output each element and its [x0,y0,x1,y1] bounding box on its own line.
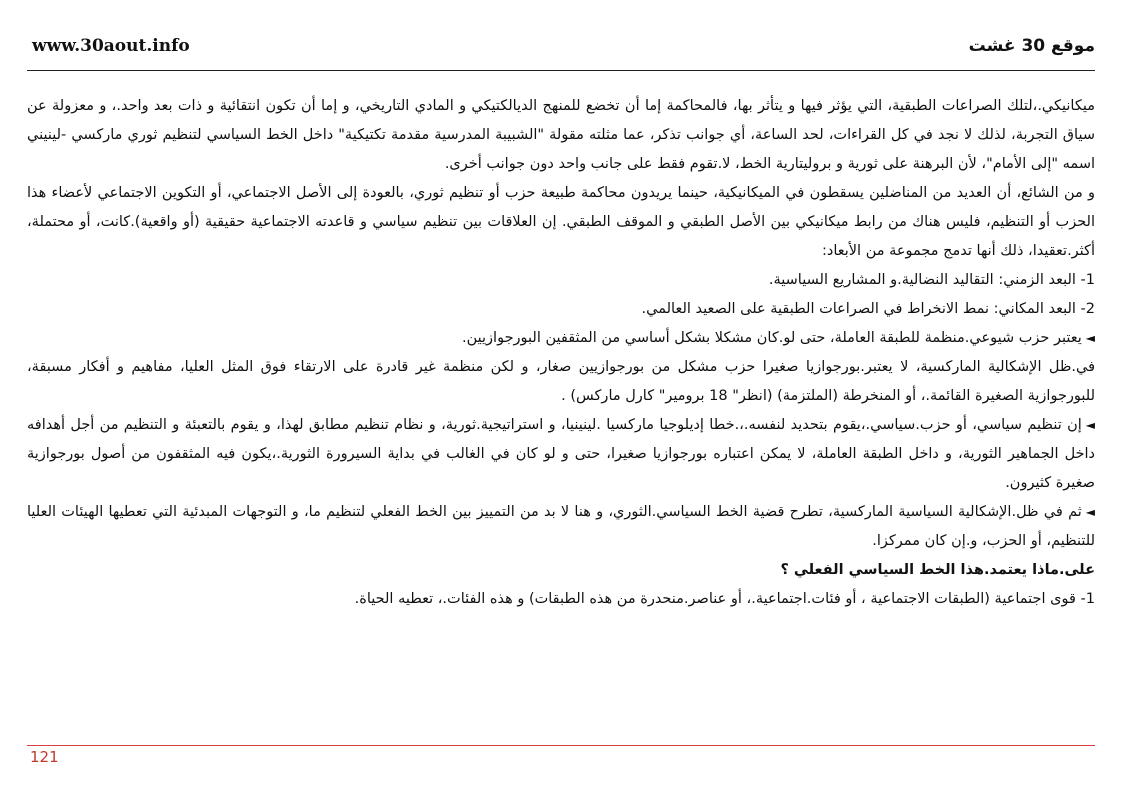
dimension-time: 1- البعد الزمني: التقاليد النضالية.و المشاريع السياسية. [768,272,1095,288]
header-divider [27,70,1095,71]
paragraph-marxist-problematic: في.ظل الإشكالية الماركسية، لا يعتبر.بورجوازيا صغيرا حزب مشكل من بورجوازيين صغار، و لكن منظمة غير قادرة على الارتقاء فوق المثل العليا، مفاهيم و أفكار مسبقة، للبورجوازية الصغيرة القائمة.، أو المنخرطة (الملتزمة) (انظر" 18 برومير" كارل ماركس) . [27,359,1095,404]
bullet-communist-party: ◄ يعتبر حزب شيوعي.منظمة للطبقة العاملة، حتى لو.كان مشكلا بشكل أساسي من المثقفين البورجوازيين. [27,324,1095,353]
paragraph-1: ميكانيكي.،لتلك الصراعات الطبقية، التي يؤثر فيها و يتأثر بها، فالمحاكمة إما أن تخضع للمنهج الديالكتيكي و المادي التاريخي، و إما أن تكون انتقائية و ذات بعد واحد.، و معزولة عن سياق التجربة، لذلك لا نجد في كل القراءات، لحد الساعة، أي جوانب تذكر، عما مثلته مقولة "الشبيبة المدرسية مقدمة تكتيكية" داخل الخط السياسي لتنظيم ثوري ماركسي -لينيني اسمه "إلى الأمام"، لأن البرهنة على ثورية و بروليتارية الخط، لا.تقوم فقط على جانب واحد دون جوانب أخرى. [27,98,1095,172]
site-url: www.30aout.info [32,36,190,56]
page-number: 121 [30,748,59,766]
section-heading: على.ماذا يعتمد.هذا الخط السياسي الفعلي ؟ [780,562,1095,578]
footer-divider [27,745,1095,746]
dimension-space: 2- البعد المكاني: نمط الانخراط في الصراعات الطبقية على الصعيد العالمي. [641,301,1095,317]
page-header [27,36,1095,58]
site-name: موقع 30 غشت [968,36,1095,56]
social-forces-item: 1- قوى اجتماعية (الطبقات الاجتماعية ، أو فئات.اجتماعية.، أو عناصر.منحدرة من هذه الطبقات) و هذه الفئات.، تعطيه الحياة. [354,591,1095,607]
bullet-political-organization: ◄ إن تنظيم سياسي، أو حزب.سياسي.،يقوم بتحديد لنفسه.،.خطا إديلوجيا ماركسيا .لينينيا، و استراتيجية.ثورية، و نظام تنظيم مطابق لهذا، و يقوم بالتعبئة و التنظيم من أجل أهدافه داخل الجماهير الثورية، و داخل الطبقة العاملة، لا يمكن اعتباره بورجوازيا صغيرا، حتى و لو كان في الغالب في بداية السيرورة الثورية.،يكون فيه المثقفون من أصول بورجوازية صغيرة كثيرون. [27,411,1095,498]
document-body [27,92,1095,702]
bullet-political-line: ◄ ثم في ظل.الإشكالية السياسية الماركسية، تطرح قضية الخط السياسي.الثوري، و هنا لا بد من التمييز بين الخط الفعلي لتنظيم ما، و التوجهات المبدئية التي تعطيها الهيئات العليا للتنظيم، أو الحزب، و.إن كان ممركزا. [27,498,1095,556]
paragraph-2: و من الشائع، أن العديد من المناضلين يسقطون في الميكانيكية، حينما يريدون محاكمة طبيعة حزب أو تنظيم ثوري، بالعودة إلى الأصل الاجتماعي، أو التكوين الاجتماعي لأعضاء هذا الحزب أو التنظيم، فليس هناك من رابط ميكانيكي بين الأصل الطبقي و الموقف الطبقي. إن العلاقات بين تنظيم سياسي و قاعدته الاجتماعية حقيقية (أو واقعية).كانت، أو محتملة، أكثر.تعقيدا، ذلك أنها تدمج مجموعة من الأبعاد: [27,185,1095,259]
